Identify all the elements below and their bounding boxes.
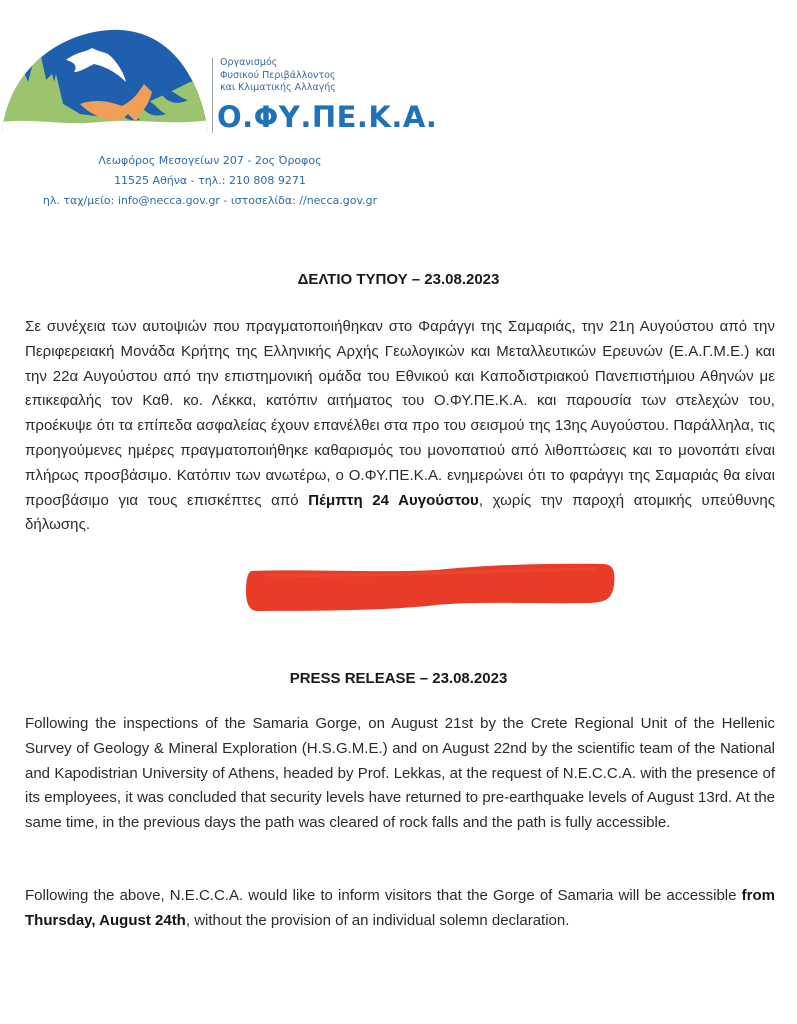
- greek-body-bold-date: Πέμπτη 24 Αυγούστου: [308, 491, 479, 509]
- english-release-title: PRESS RELEASE – 23.08.2023: [289, 670, 508, 687]
- org-name-line: Οργανισμός: [220, 57, 278, 68]
- email-website-line: ηλ. ταχ/μείο: info@necca.gov.gr - ιστοσελίδα: //necca.gov.gr: [42, 194, 378, 207]
- necca-logo-icon: [0, 22, 210, 134]
- org-name-line: και Κλιματικής Αλλαγής: [220, 82, 336, 93]
- contact-info: [0, 151, 420, 211]
- english-body-text: Following the above, N.E.C.C.A. would like to inform visitors that the Gorge of Samaria will be accessible: [25, 887, 742, 904]
- english-release-paragraph-1: Following the inspections of the Samaria Gorge, on August 21st by the Crete Regional Unit of the Hellenic Survey of Geology & Mineral Exploration (H.S.G.M.E.) and on August 22nd by the scientific team of the National and Kapodistrian University of Athens, headed by Prof. Lekkas, at the request of N.E.C.C.A. with the presence of its employees, it was concluded that security levels have returned to pre-earthquake levels of August 13rd. At the same time, in the previous days the path was cleared of rock falls and the path is fully accessible.: [25, 715, 775, 832]
- greek-release-body: [25, 315, 775, 538]
- logo-divider: [212, 58, 213, 133]
- postal-phone-line: 11525 Αθήνα - τηλ.: 210 808 9271: [114, 174, 306, 187]
- greek-body-text: Σε συνέχεια των αυτοψιών που πραγματοποιήθηκαν στο Φαράγγι της Σαμαριάς, την 21η Αυγούστου από την Περιφερειακή Μονάδα Κρήτης της Ελληνικής Αρχής Γεωλογικών και Μεταλλευτικών Ερευνών (Ε.Α.Γ.Μ.Ε.) και την 22α Αυγούστου από την επιστημονική ομάδα του Εθνικού και Καποδιστριακού Πανεπιστήμιου Αθηνών με επικεφαλής τον Καθ. κο. Λέκκα, κατόπιν αιτήματος του Ο.ΦΥ.ΠΕ.Κ.Α. και παρουσία των στελεχών του, προέκυψε ότι τα επίπεδα ασφαλείας έχουν επανέλθει στα προ του σεισμού της 13ης Αυγούστου. Παράλληλα, τις προηγούμενες ημέρες πραγματοποιήθηκε καθαρισμός του μονοπατιού από λιθοπτώσεις και το μονοπάτι είναι πλήρως προσβάσιμο. Κατόπιν των ανωτέρω, ο Ο.ΦΥ.ΠΕ.Κ.Α. ενημερώνει ότι το φαράγγι της Σαμαριάς θα είναι προσβάσιμο για τους επισκέπτες από: [25, 318, 775, 509]
- organization-acronym: Ο.ΦΥ.ΠΕ.Κ.Α.: [217, 100, 438, 134]
- greek-release-title: ΔΕΛΤΙΟ ΤΥΠΟΥ – 23.08.2023: [297, 271, 500, 288]
- english-body-text-end: , without the provision of an individual solemn declaration.: [185, 911, 570, 929]
- org-name-line: Φυσικού Περιβάλλοντος: [220, 69, 336, 81]
- greek-body-text-end: , χωρίς την παροχή ατομικής υπεύθυνης δήλωσης.: [25, 491, 775, 534]
- letterhead: [0, 0, 797, 225]
- address-line: Λεωφόρος Μεσογείων 207 - 2ος Όροφος: [98, 154, 322, 167]
- organization-name: [220, 57, 336, 95]
- red-redaction-mark: [246, 561, 622, 613]
- english-release-paragraph-2: [25, 884, 775, 934]
- english-body-bold-date: from Thursday, August 24th: [25, 887, 775, 929]
